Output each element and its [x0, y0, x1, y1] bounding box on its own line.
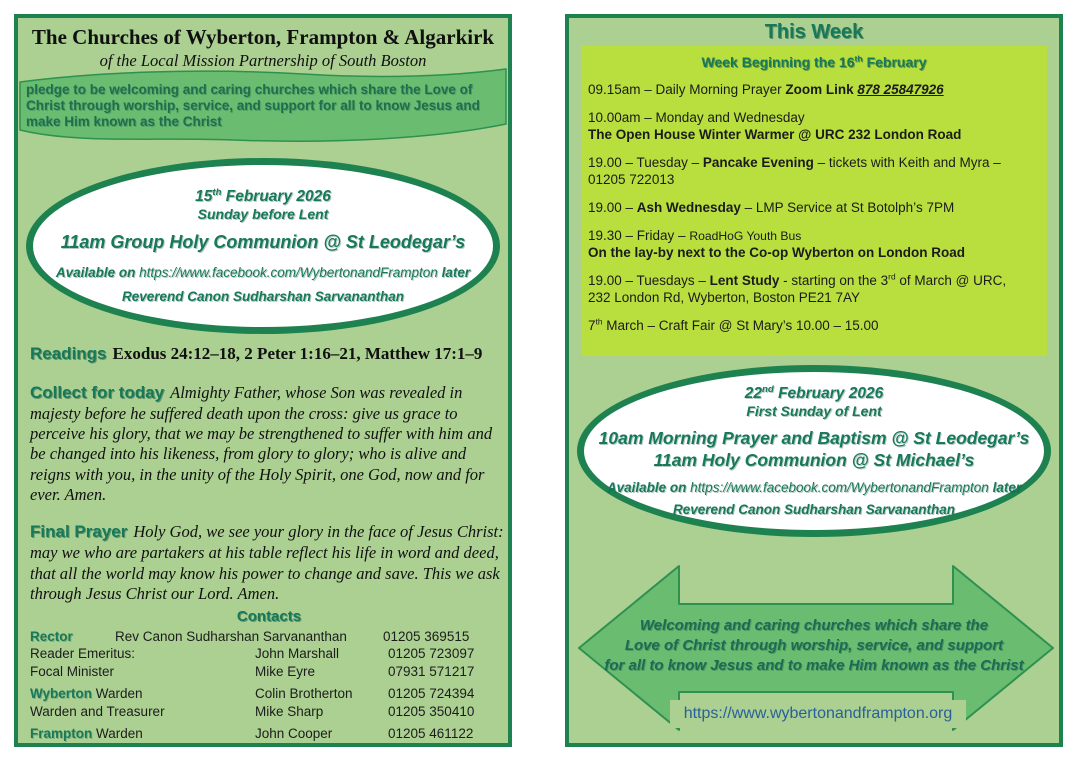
contact-phone: 01205 723097: [388, 646, 475, 661]
contact-role: Frampton Warden: [30, 726, 143, 741]
week-beginning-heading: Week Beginning the 16th February: [701, 53, 927, 70]
contact-row: [30, 685, 508, 703]
contact-role: Warden and Treasurer: [30, 703, 165, 719]
contact-row: [30, 663, 508, 681]
liturgical-day: Sunday before Lent: [197, 206, 329, 223]
service-date: 15th February 2026: [195, 187, 331, 206]
event-item: 7th March – Craft Fair @ St Mary’s 10.00 – 15.00: [588, 316, 879, 334]
mission-line: for all to know Jesus and to make Him known as the Christ: [604, 656, 1024, 674]
available-prefix: Available on: [55, 264, 140, 280]
page-subtitle: of the Local Mission Partnership of South Boston: [99, 51, 427, 70]
service-line: 11am Group Holy Communion @ St Leodegar’s: [60, 232, 466, 253]
event-item: 19.00 – Ash Wednesday – LMP Service at St Botolph’s 7PM: [588, 200, 955, 215]
contact-role: Wyberton Warden: [30, 686, 143, 701]
contact-name: Colin Brotherton: [255, 686, 353, 701]
final-prayer-text: Holy God, we see your glory in the face of Jesus Christ: may we who are partakers at his table reflect his life in word and deed, that all the world may know his power to change and save. This we ask through Jesus Christ our Lord. Amen.: [30, 522, 504, 603]
left-page-body: [30, 344, 506, 604]
contact-row-rector: [30, 628, 508, 646]
event-item: 19.00 – Tuesday – Pancake Evening – tickets with Keith and Myra – 01205 722013: [588, 155, 1001, 187]
website-link[interactable]: https://www.wybertonandframpton.org: [670, 700, 966, 728]
final-prayer-label: Final Prayer: [30, 522, 128, 542]
bulletin-page-right: [565, 14, 1063, 747]
contacts-heading: Contacts: [236, 608, 302, 625]
this-sunday-oval: [26, 158, 500, 334]
contact-name: Mike Sharp: [255, 703, 324, 719]
contact-name: John Marshall: [255, 646, 340, 661]
event-item: 19.00 – Tuesdays – Lent Study - starting on the 3rd of March @ URC, 232 London Rd, Wyberton, Boston PE21 7AY: [588, 271, 1007, 306]
available-suffix: later: [988, 479, 1022, 495]
available-prefix: Available on: [606, 479, 691, 495]
pledge-text: pledge to be welcoming and caring churches which share the Love of Christ through worship, service, and support for all to know Jesus and make Him known as the Christ: [26, 82, 480, 130]
contact-row: [30, 725, 508, 743]
next-sunday-oval: [577, 365, 1051, 537]
readings-text: Exodus 24:12–18, 2 Peter 1:16–21, Matthew 17:1–9: [112, 344, 483, 363]
this-week-heading: This Week: [764, 21, 864, 43]
contact-role: Reader Emeritus:: [30, 646, 136, 661]
liturgical-day: First Sunday of Lent: [746, 403, 882, 420]
contact-name: Mike Eyre: [255, 663, 316, 679]
weekly-events-panel: [581, 46, 1047, 356]
event-item: 09.15am – Daily Morning Prayer Zoom Link 878 25847926: [588, 82, 944, 97]
facebook-link[interactable]: https://www.facebook.com/WybertonandFrampton: [690, 479, 989, 495]
mission-line: Love of Christ through worship, service, and support: [624, 636, 1004, 654]
bulletin-page-left: [14, 14, 512, 747]
service-line: 11am Holy Communion @ St Michael’s: [653, 450, 975, 470]
event-item: 19.30 – Friday – RoadHoG Youth Bus On the lay-by next to the Co-op Wyberton on London Road: [588, 228, 965, 261]
contact-name: Rev Canon Sudharshan Sarvananthan: [115, 628, 347, 644]
contact-phone: 01205 461122: [388, 726, 474, 741]
final-prayer-paragraph: [30, 522, 506, 604]
available-suffix: later: [437, 264, 471, 280]
mission-statement: [579, 616, 1049, 675]
mission-line: Welcoming and caring churches which share the: [639, 617, 989, 634]
availability-line: [56, 265, 470, 280]
service-line: 10am Morning Prayer and Baptism @ St Leodegar’s: [598, 428, 1030, 449]
contact-phone: 01205 369515: [383, 628, 470, 644]
contact-role: Rector: [30, 628, 73, 644]
contact-row: [30, 703, 508, 721]
contact-phone: 01205 350410: [388, 703, 475, 719]
contacts-section: [30, 608, 508, 743]
minister-name: Reverend Canon Sudharshan Sarvananthan: [672, 501, 956, 517]
minister-name: Reverend Canon Sudharshan Sarvananthan: [121, 288, 405, 304]
contact-phone: 07931 571217: [388, 663, 475, 679]
facebook-link[interactable]: https://www.facebook.com/WybertonandFrampton: [139, 264, 438, 280]
page-title: The Churches of Wyberton, Frampton & Algarkirk: [31, 25, 495, 49]
contact-row: [30, 645, 508, 663]
contact-phone: 01205 724394: [388, 686, 475, 701]
collect-paragraph: [30, 383, 506, 505]
contact-role: Focal Minister: [30, 663, 115, 679]
collect-label: Collect for today: [30, 383, 165, 402]
service-date: 22nd February 2026: [744, 383, 884, 403]
readings-paragraph: [30, 344, 506, 364]
readings-label: Readings: [30, 344, 107, 363]
collect-text: Almighty Father, whose Son was revealed in majesty before he suffered death upon the cross: give us grace to perceive his glory, that we may be strengthened to suffer with him and be changed into his likeness, from glory to glory; who is alive and reigns with you, in the unity of the Holy Spirit, one God, now and for ever. Amen.: [30, 383, 493, 505]
event-item: 10.00am – Monday and Wednesday The Open House Winter Warmer @ URC 232 London Road: [588, 110, 962, 142]
contact-name: John Cooper: [255, 726, 333, 741]
availability-line: [607, 480, 1021, 495]
